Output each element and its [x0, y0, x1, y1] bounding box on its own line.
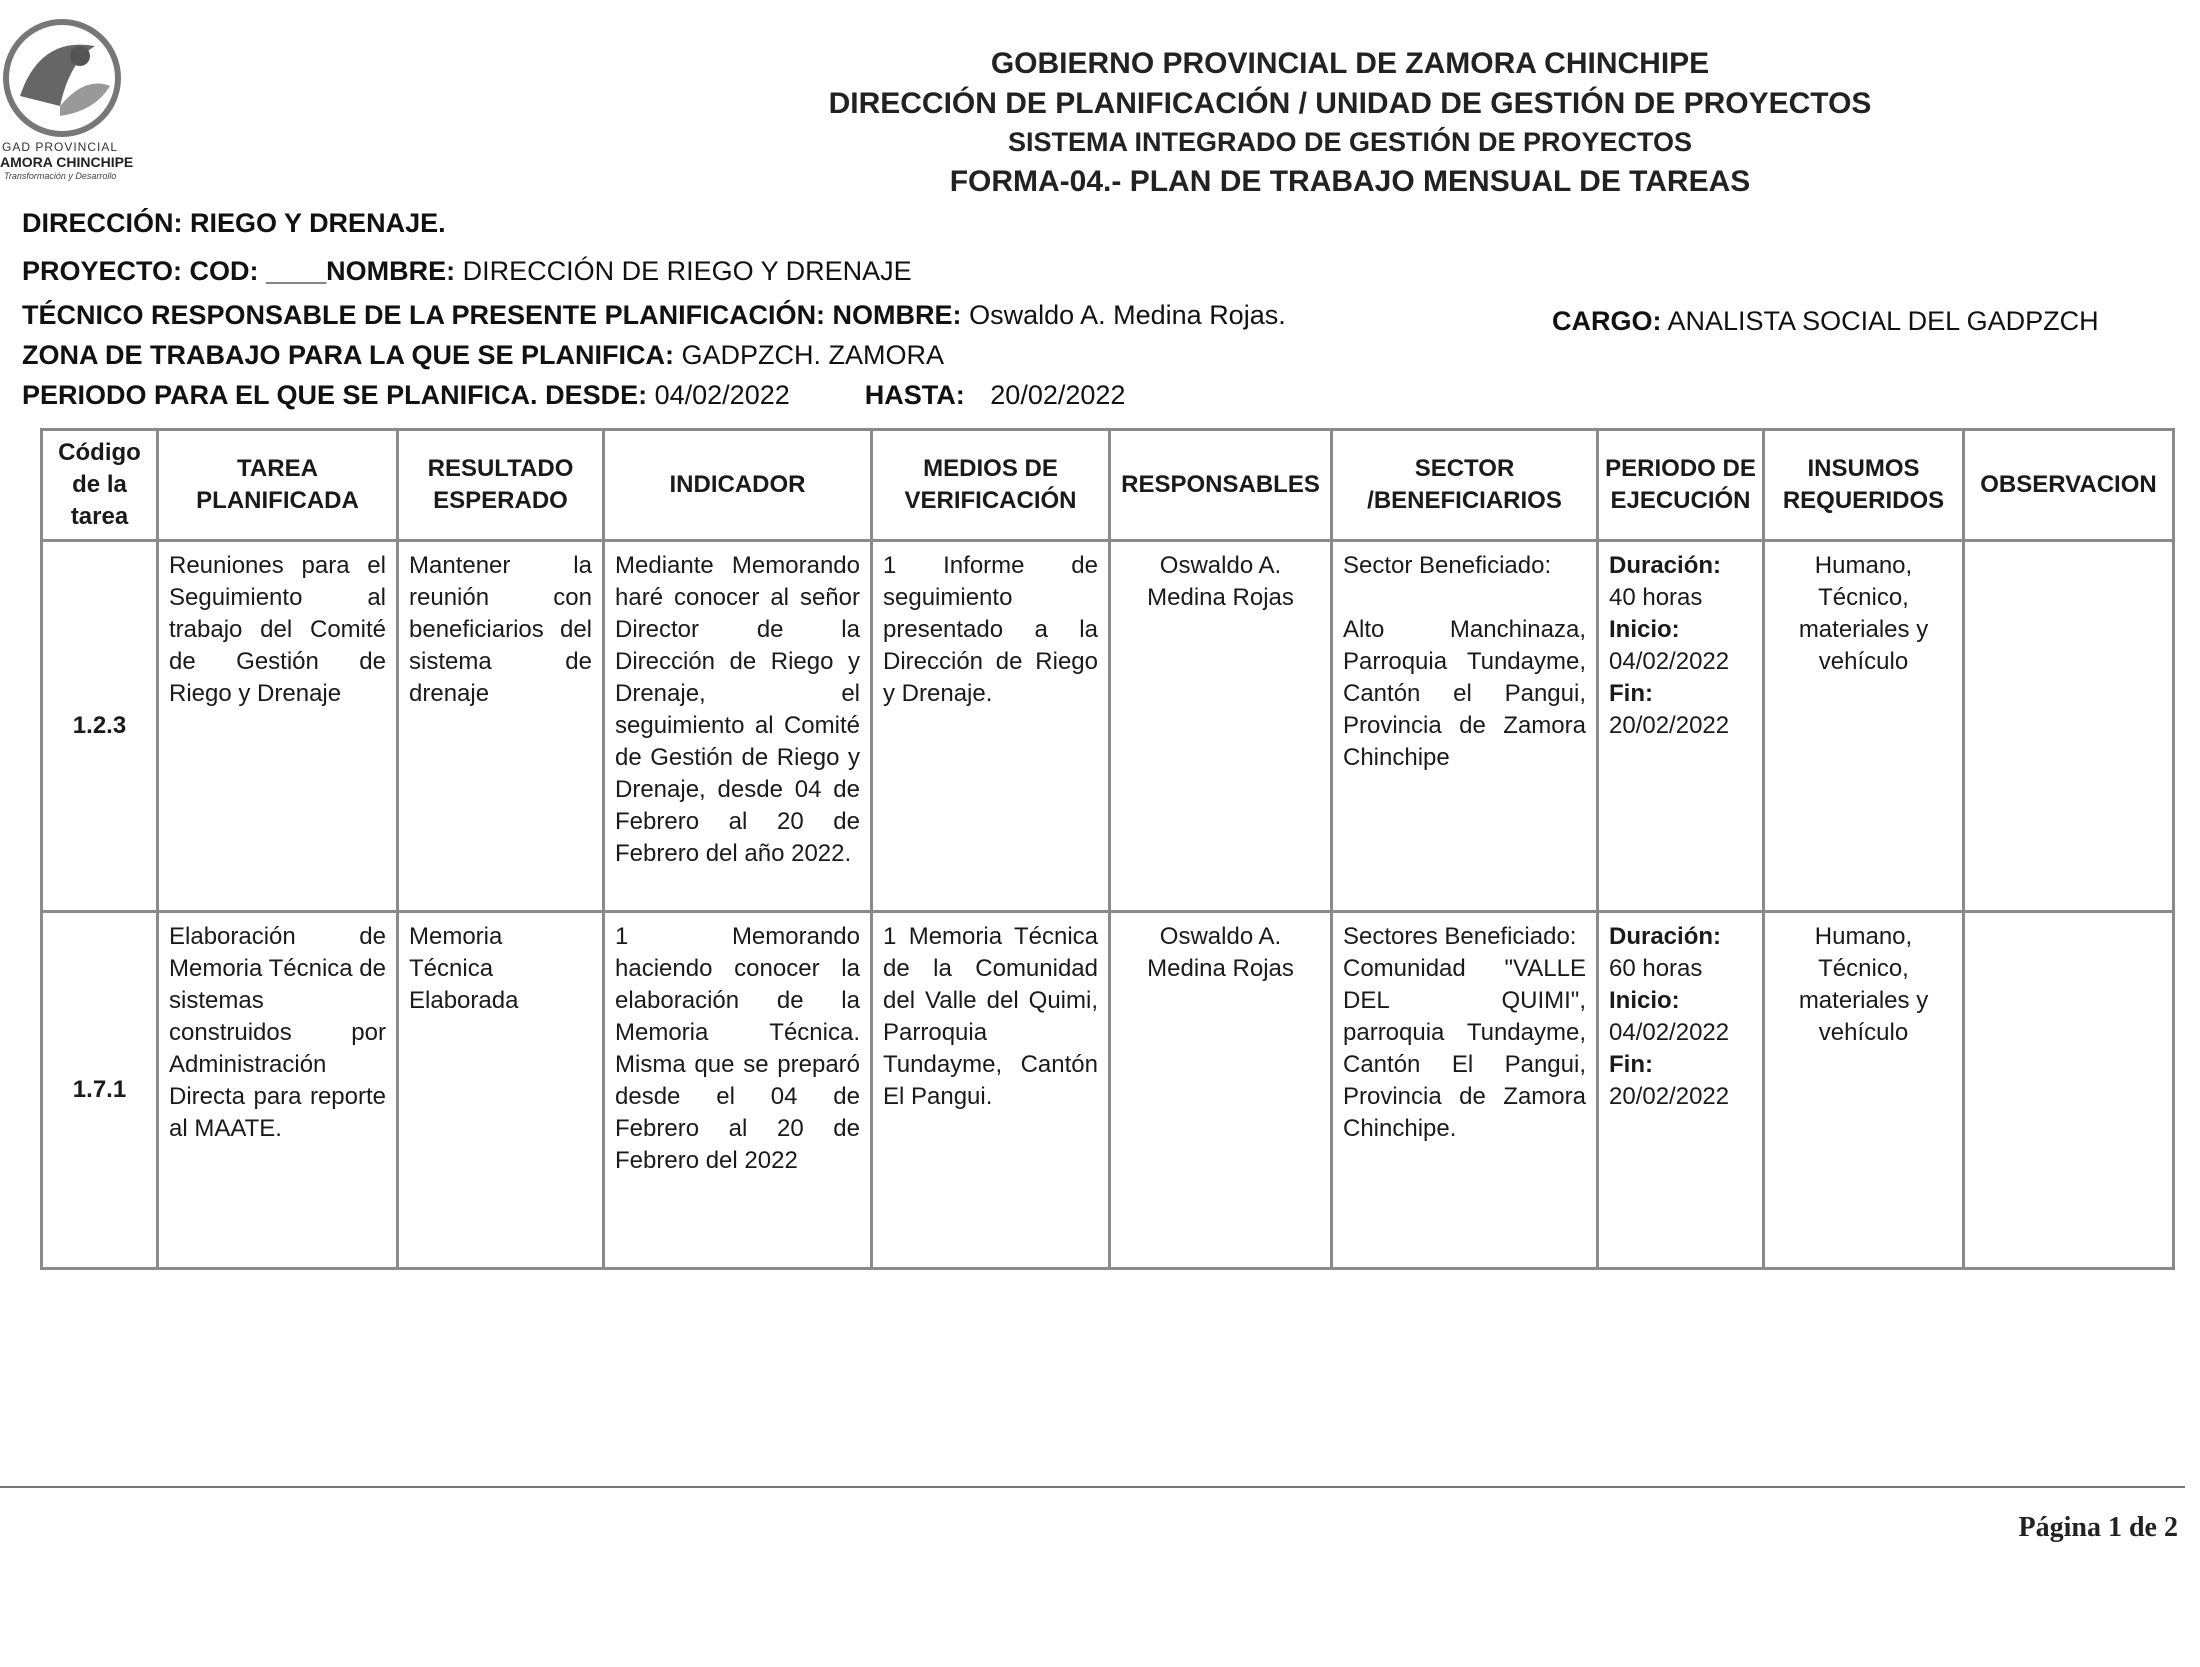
zona-value: GADPZCH. ZAMORA [681, 340, 945, 370]
footer-divider [0, 1486, 2185, 1488]
inicio-label: Inicio: [1609, 987, 1680, 1014]
cargo-line [1552, 306, 2099, 337]
desde-label: DESDE: [545, 380, 648, 410]
zona-line [22, 340, 944, 371]
col-header-observacion: OBSERVACION [1964, 430, 2174, 541]
header-line-2: DIRECCIÓN DE PLANIFICACIÓN / UNIDAD DE GESTIÓN DE PROYECTOS [828, 87, 1872, 120]
task-period [1598, 912, 1764, 1269]
task-verification: 1 Memoria Técnica de la Comunidad del Valle del Quimi, Parroquia Tundayme, Cantón El Pangui. [872, 912, 1110, 1269]
logo-line-2: AMORA CHINCHIPE [0, 154, 134, 170]
task-planned: Elaboración de Memoria Técnica de sistemas construidos por Administración Directa para reporte al MAATE. [158, 912, 398, 1269]
task-responsible: Oswaldo A. Medina Rojas [1110, 541, 1332, 912]
sector-title: Sector Beneficiado: [1343, 552, 1552, 579]
duracion-value: 60 horas [1609, 955, 1703, 982]
task-inputs: Humano, Técnico, materiales y vehículo [1764, 541, 1964, 912]
col-header-responsables: RESPONSABLES [1110, 430, 1332, 541]
col-header-tarea: TAREA PLANIFICADA [158, 430, 398, 541]
logo-line-3: Transformación y Desarrollo [4, 171, 117, 181]
task-verification: 1 Informe de seguimiento presentado a la Dirección de Riego y Drenaje. [872, 541, 1110, 912]
sector-text: Alto Manchinaza, Parroquia Tundayme, Cantón el Pangui, Provincia de Zamora Chinchipe [1343, 616, 1586, 771]
task-planned: Reuniones para el Seguimiento al trabajo del Comité de Gestión de Riego y Drenaje [158, 541, 398, 912]
fin-value: 20/02/2022 [1609, 712, 1730, 739]
task-observation [1964, 912, 2174, 1269]
page-number: Página 1 de 2 [2018, 1512, 2178, 1543]
header-line-3: SISTEMA INTEGRADO DE GESTIÓN DE PROYECTOS [1007, 127, 1693, 157]
col-header-insumos: INSUMOS REQUERIDOS [1764, 430, 1964, 541]
cargo-value: ANALISTA SOCIAL DEL GADPZCH [1667, 306, 2099, 336]
proyecto-value: DIRECCIÓN DE RIEGO Y DRENAJE [462, 256, 912, 286]
task-observation [1964, 541, 2174, 912]
form-title: FORMA-04.- PLAN DE TRABAJO MENSUAL DE TAREAS [949, 165, 1751, 198]
duracion-value: 40 horas [1609, 584, 1703, 611]
logo-line-1: GAD PROVINCIAL [2, 140, 119, 154]
fin-label: Fin: [1609, 680, 1653, 707]
inicio-value: 04/02/2022 [1609, 1019, 1730, 1046]
header-line-1: GOBIERNO PROVINCIAL DE ZAMORA CHINCHIPE [990, 47, 1710, 80]
inicio-label: Inicio: [1609, 616, 1680, 643]
sector-title: Sectores Beneficiado: [1343, 923, 1577, 950]
direccion-label: DIRECCIÓN: [22, 208, 183, 238]
col-header-indicador: INDICADOR [604, 430, 872, 541]
gad-emblem-icon [0, 16, 125, 141]
inicio-value: 04/02/2022 [1609, 648, 1730, 675]
tecnico-value: Oswaldo A. Medina Rojas. [969, 300, 1286, 330]
proyecto-line [22, 256, 912, 287]
task-sector [1332, 912, 1598, 1269]
duracion-label: Duración: [1609, 923, 1722, 950]
gad-logo [0, 10, 160, 181]
duracion-label: Duración: [1609, 552, 1722, 579]
col-header-periodo: PERIODO DE EJECUCIÓN [1598, 430, 1764, 541]
col-header-codigo: Código de la tarea [42, 430, 158, 541]
document-header [700, 44, 2000, 204]
task-sector [1332, 541, 1598, 912]
task-plan-table [40, 428, 2175, 1270]
table-row [42, 912, 2174, 1269]
task-period [1598, 541, 1764, 912]
direccion-line [22, 208, 446, 239]
sector-text: Comunidad "VALLE DEL QUIMI", parroquia Tundayme, Cantón El Pangui, Provincia de Zamora Chinchipe. [1343, 955, 1586, 1142]
periodo-label: PERIODO PARA EL QUE SE PLANIFICA. [22, 380, 538, 410]
desde-value: 04/02/2022 [654, 380, 790, 410]
task-expected-result: Memoria Técnica Elaborada [398, 912, 604, 1269]
task-code: 1.2.3 [42, 541, 158, 912]
tecnico-line [22, 300, 1286, 331]
task-indicator: Mediante Memorando haré conocer al señor Director de la Dirección de Riego y Drenaje, el seguimiento al Comité de Gestión de Riego y Drenaje, desde 04 de Febrero al 20 de Febrero del año 2022. [604, 541, 872, 912]
tecnico-label: TÉCNICO RESPONSABLE DE LA PRESENTE PLANIFICACIÓN: NOMBRE: [22, 300, 962, 330]
task-expected-result: Mantener la reunión con beneficiarios del sistema de drenaje [398, 541, 604, 912]
task-inputs: Humano, Técnico, materiales y vehículo [1764, 912, 1964, 1269]
fin-value: 20/02/2022 [1609, 1083, 1730, 1110]
direccion-value: RIEGO Y DRENAJE. [190, 208, 446, 238]
hasta-value: 20/02/2022 [990, 380, 1126, 410]
task-code: 1.7.1 [42, 912, 158, 1269]
table-header-row [42, 430, 2174, 541]
hasta-label: HASTA: [864, 380, 965, 410]
periodo-line [22, 380, 1125, 411]
col-header-resultado: RESULTADO ESPERADO [398, 430, 604, 541]
fin-label: Fin: [1609, 1051, 1653, 1078]
zona-label: ZONA DE TRABAJO PARA LA QUE SE PLANIFICA: [22, 340, 675, 370]
col-header-medios: MEDIOS DE VERIFICACIÓN [872, 430, 1110, 541]
task-indicator: 1 Memorando haciendo conocer la elaboración de la Memoria Técnica. Misma que se preparó desde el 04 de Febrero al 20 de Febrero del 2022 [604, 912, 872, 1269]
cargo-label: CARGO: [1552, 306, 1662, 336]
proyecto-label: PROYECTO: COD: ____NOMBRE: [22, 256, 456, 286]
table-row [42, 541, 2174, 912]
col-header-sector: SECTOR /BENEFICIARIOS [1332, 430, 1598, 541]
task-responsible: Oswaldo A. Medina Rojas [1110, 912, 1332, 1269]
